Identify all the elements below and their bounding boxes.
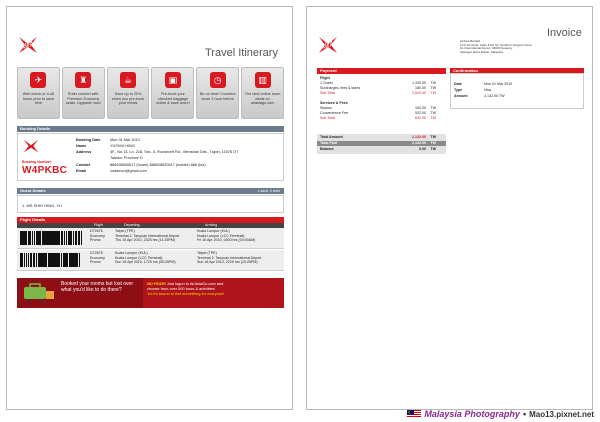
payment-line: Sub Total 1,510.00 TW	[320, 91, 436, 95]
tip-tile[interactable]: ▣ Pre-book your checked baggage online & save more!	[151, 67, 194, 119]
payment-line: Sub Total 632.00 TW	[320, 116, 436, 120]
flight-details-header: Flight Details	[17, 217, 284, 223]
meal-icon: ☕	[120, 72, 136, 88]
payment-line: Skybus 100.00 TW	[320, 106, 436, 110]
total-paid-line: Total Paid 2,142.00 TW	[317, 141, 446, 146]
airasia-logo-icon: AirAsia	[319, 36, 343, 52]
payment-line: Services & Fees	[320, 101, 348, 105]
payment-line: 1 Guest 1,330.00 TW	[320, 81, 436, 85]
barcode-icon	[20, 231, 86, 245]
guest-details-box	[17, 195, 284, 213]
tip-tile[interactable]: ☕ Save up to 20% when you pre-book your meals	[107, 67, 150, 119]
totals-box	[317, 134, 446, 154]
airasia-small-logo-icon	[22, 138, 40, 154]
flight-columns-header: Flight Departing Arriving	[17, 223, 284, 228]
tip-tile[interactable]: ◷ Be on time! Counters close 1 hour before	[196, 67, 239, 119]
tip-tile[interactable]: ▥ The best online room deals on airasiago.com	[241, 67, 284, 119]
tips-tiles	[17, 67, 284, 119]
booking-number-label: Booking Number:	[22, 160, 53, 164]
payment-line: Flight	[320, 76, 330, 80]
seat-icon: ♜	[75, 72, 91, 88]
photo-watermark	[407, 409, 594, 419]
confirmation-header: Confirmation	[450, 68, 584, 74]
tip-tile[interactable]: ✈ Web check-in 4-48 hours prior to save time	[17, 67, 60, 119]
banner-left-text: Booked your rooms but lost over what you'd like to do there?	[61, 281, 133, 293]
booking-details-box: Booking Number: W4PKBC Booking Date Mon 01 Mar 2010 Name YUSHIH HING Address 4F., No.13, Ln. 218, Sec. 5, Roosevelt Rd., Wenshan Dist., Taipei, 11678 OT Taiwan, Province O Contact 886928830617 (home) 886928830617 (mobile) 886 (fax) Email vodamon@gmail.com	[17, 133, 284, 181]
flight-row: D72675 Economy Promo Kuala Lumpur (KUL) Kuala Lumpur (LCC Terminal) Sun 18 Apr 2010, 1725 hrs (05:25PM) Taipei (TPE) Terminal 2, Taoyuan International Airport Sun 18 Apr 2010, 2225 hrs (10:25PM)	[17, 250, 284, 271]
payment-line: Convenience Fee 532.00 TW	[320, 111, 436, 115]
balance-line: Balance 0.00 TW	[320, 147, 436, 151]
barcode-icon	[20, 253, 86, 267]
itinerary-title: Travel Itinerary	[205, 47, 278, 59]
watermark-separator: •	[522, 409, 527, 419]
itinerary-page	[6, 6, 293, 410]
confirmation-box: Date Mon 01 Mar 2010 Type Visa Amount 2,142.00 TW	[450, 73, 584, 109]
tip-tile[interactable]: ♜ Enter comfort with Premium Economy seats. Upgrade now!	[62, 67, 105, 119]
company-address: AirAsia Berhad LCC Terminal, Jalan KLIA S3, Southern Support Zone, KL International Airport, 64000 Sepang, Selangor Darul Ehsan, Malaysia	[460, 39, 533, 55]
baggage-icon: ▣	[165, 72, 181, 88]
guest-details-header: Guest Details 1 adult, 0 child	[17, 188, 284, 194]
watermark-url: Mao13.pixnet.net	[529, 409, 594, 419]
promo-banner[interactable]	[17, 278, 284, 308]
watermark-brand: Malaysia Photography	[424, 409, 520, 419]
banner-right-text: NO FEAR! Just logon to AirAsiaGo.com and choose from over 500 tours & activities! You're bound to find something for everyone!	[147, 281, 225, 296]
luggage-cart-icon	[22, 283, 56, 303]
hotel-icon: ▥	[255, 72, 271, 88]
payment-line: Surcharges, fees & taxes 180.00 TW	[320, 86, 436, 90]
check-in-icon: ✈	[30, 72, 46, 88]
invoice-title: Invoice	[547, 27, 582, 39]
airasia-logo-icon: AirAsia	[19, 36, 43, 52]
booking-number: W4PKBC	[22, 165, 68, 176]
payment-header: Payment	[317, 68, 446, 74]
total-amount-line: Total Amount 2,142.00 TW	[320, 135, 436, 139]
booking-details-header: Booking Details	[17, 126, 284, 132]
flight-row: D72676 Economy Promo Taipei (TPE) Terminal 2, Taoyuan International Airport Thu 15 Apr 2010, 2325 hrs (11:25PM) Kuala Lumpur (KUL) Kuala Lumpur (LCC Terminal) Fri 16 Apr 2010, 0400 hrs (04:00AM)	[17, 228, 284, 249]
clock-icon: ◷	[210, 72, 226, 88]
malaysia-flag-icon	[407, 410, 421, 418]
guest-name: 1. MS SHIH HING, YU	[22, 203, 62, 208]
invoice-page	[306, 6, 593, 410]
